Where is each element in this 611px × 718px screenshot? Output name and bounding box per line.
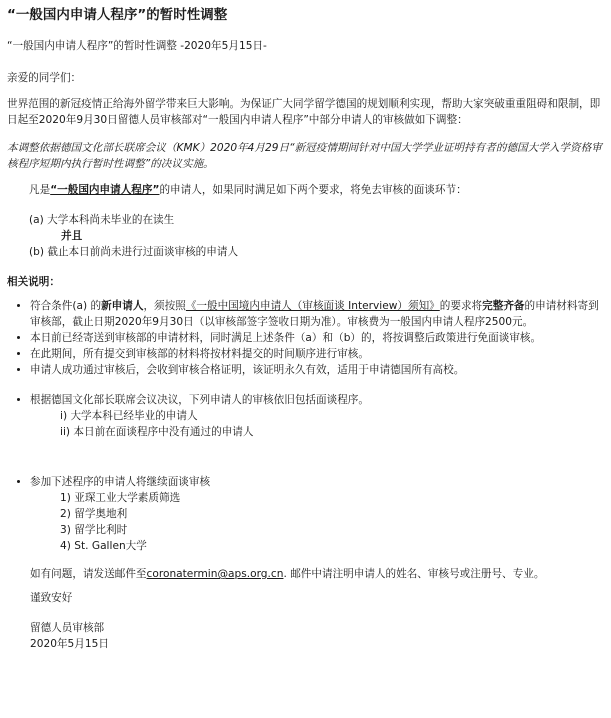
intro-paragraph: 世界范围的新冠疫情正给海外留学带来巨大影响。为保证广大同学留学德国的规划顺利实现，帮助大家突破重重阻碍和限制，即日起至2020年9月30日留德人员审核部对“一般国内申请人程序”中部分申请人的审核做如下调整：: [7, 98, 601, 126]
note-text: 的要求将: [439, 300, 483, 312]
rule-paragraph: [7, 182, 605, 198]
interview-item: ii) 本日前在面谈程序中没有通过的申请人: [60, 426, 254, 438]
page-title: “一般国内申请人程序”的暂时性调整: [7, 7, 228, 23]
note-text: ，须按照: [143, 300, 186, 312]
greeting: 亲爱的同学们：: [7, 72, 82, 84]
contact-paragraph: [7, 566, 605, 582]
rule-suffix: 的申请人，如果同时满足如下两个要求，将免去审核的面谈环节：: [159, 184, 467, 196]
guideline-link[interactable]: 《一般中国境内申请人（审核面谈 Interview）须知》: [185, 300, 440, 312]
date: 2020年5月15日: [30, 638, 109, 650]
signature: 留德人员审核部: [30, 622, 105, 634]
subtitle: “一般国内申请人程序”的暂时性调整 -2020年5月15日-: [7, 40, 267, 52]
condition-a: (a) 大学本科尚未毕业的在读生: [29, 214, 175, 226]
note-item: • 在此期间，所有提交到审核部的材料将按材料提交的时间顺序进行审核。: [30, 346, 605, 362]
rule-emphasis: “一般国内申请人程序”: [50, 184, 160, 196]
note-item: [30, 298, 605, 330]
program-item: 2) 留学奥地利: [60, 508, 128, 520]
contact-email-link[interactable]: coronatermin@aps.org.cn: [146, 568, 284, 580]
closing: 谨致安好: [30, 592, 73, 604]
note-text: 的申请材料寄到审核部，截止日期2020年9月30日（以审核部签字签收日期为准）。审核费为一般国内申请人程序2500元。: [30, 300, 599, 328]
programs-list: [7, 474, 605, 490]
note-item: • 申请人成功通过审核后，会收到审核合格证明，该证明永久有效，适用于申请德国所有高校。: [30, 362, 605, 378]
programs-title: • 参加下述程序的申请人将继续面谈审核: [30, 474, 605, 490]
notes-title: 相关说明：: [7, 276, 60, 288]
program-item: 1) 亚琛工业大学素质筛选: [60, 492, 181, 504]
program-item: 3) 留学比利时: [60, 524, 128, 536]
notes-list: [7, 298, 605, 378]
contact-prefix: 如有问题，请发送邮件至: [30, 568, 147, 580]
interview-rule: • 根据德国文化部长联席会议决议，下列申请人的审核依旧包括面谈程序。: [30, 392, 605, 408]
interview-list: [7, 392, 605, 408]
basis-paragraph: 本调整依据德国文化部长联席会议（KMK）2020年4月29日“新冠疫情期间针对中国大学学业证明持有者的德国大学入学资格审核程序短期内执行暂时性调整”的决议实施。: [7, 142, 602, 170]
note-bold: 完整齐备: [482, 300, 525, 312]
note-text: 符合条件(a) 的: [30, 300, 102, 312]
note-bold: 新申请人: [101, 300, 144, 312]
condition-and: 并且: [61, 230, 83, 242]
interview-item: i) 大学本科已经毕业的申请人: [60, 410, 198, 422]
condition-b: (b) 截止本日前尚未进行过面谈审核的申请人: [29, 246, 239, 258]
program-item: 4) St. Gallen大学: [60, 540, 147, 552]
rule-prefix: 凡是: [29, 184, 51, 196]
contact-suffix: . 邮件中请注明申请人的姓名、审核号或注册号、专业。: [283, 568, 545, 580]
note-item: • 本日前已经寄送到审核部的申请材料，同时满足上述条件（a）和（b）的，将按调整后政策进行免面谈审核。: [30, 330, 605, 346]
